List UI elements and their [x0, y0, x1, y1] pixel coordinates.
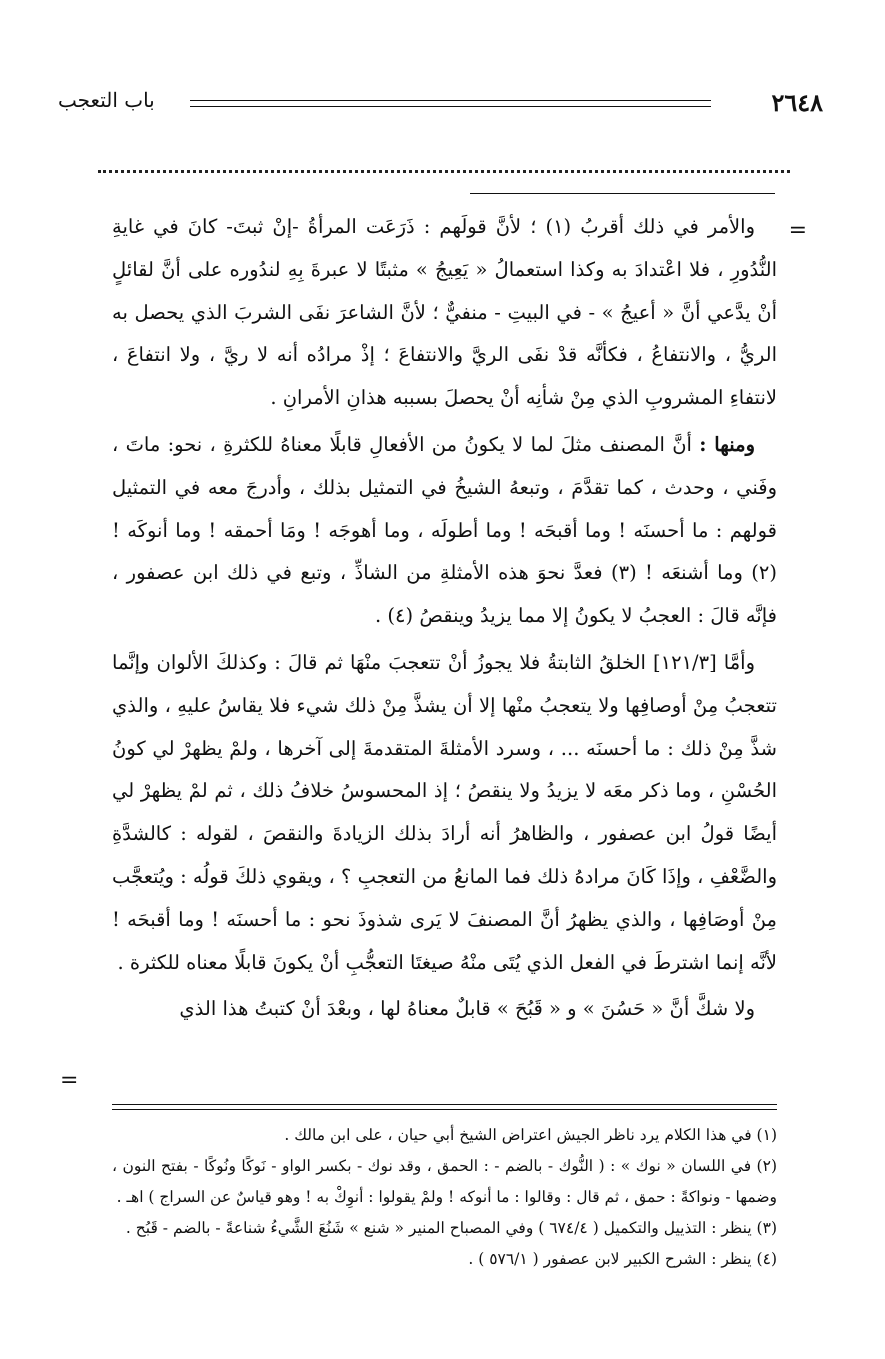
main-text — [112, 206, 777, 1035]
dotted-separator — [98, 170, 790, 173]
continuation-mark-start: = — [788, 218, 807, 243]
footnote-1: (١) في هذا الكلام يرد ناظر الجيش اعتراض الشيخ أبي حيان ، على ابن مالك . — [284, 1126, 777, 1144]
running-header — [58, 84, 823, 124]
paragraph-2-text: أنَّ المصنف مثلَ لما لا يكونُ من الأفعالِ قابلًا معناهُ للكثرةِ ، نحو: ماتَ ، وفَني ، وحدث ، كما تقدَّمَ ، وتبعهُ الشيخُ في التمثيل بذلك ، وأدرجَ معه في التمثيل قولهم : ما أحسنَه ! وما أقبحَه ! وما أطولَه ، وما أهوجَه ! ومَا أحمقه ! وما أنوكَه ! (٢) وما أشنعَه ! (٣) فعدَّ نحوَ هذه الأمثلةِ من الشاذِّ ، وتبع في ذلك ابن عصفور ، فإنَّه قالَ : العجبُ لا يكونُ إلا مما يزيدُ وينقصُ (٤) . — [112, 432, 777, 628]
footnote-2: (٢) في اللسان « نوك » : ( النُّوك - بالضم - : الحمق ، وقد نوك - بكسر الواو - نَوكًا ونُوكًا - بفتح النون ، وضمها - ونواكةً : حمق ، ثم قال : وقالوا : ما أنوكه ! ولمْ يقولوا : أنوِكْ به ! وهو قياسٌ عن السراج ) اهـ . — [112, 1157, 777, 1206]
top-short-rule — [470, 193, 775, 194]
footnote-3: (٣) ينظر : التذييل والتكميل ( ٦٧٤/٤ ) وفي المصباح المنير « شنع » شَنُعَ الشَّيءُ شناعةً - بالضم - قَبُح . — [125, 1219, 777, 1237]
paragraph-2 — [112, 424, 777, 638]
page-number: ٢٦٤٨ — [771, 88, 823, 117]
continuation-mark-end: = — [60, 1068, 79, 1093]
footnotes — [112, 1120, 777, 1275]
chapter-title: باب التعجب — [58, 88, 155, 112]
footnote-4: (٤) ينظر : الشرح الكبير لابن عصفور ( ٥٧٦/١ ) . — [468, 1250, 777, 1268]
footnote-rule — [112, 1104, 777, 1105]
paragraph-1: والأمر في ذلك أقربُ (١) ؛ لأنَّ قولَهم : ذَرَعَت المرأةُ -إنْ ثبتَ- كانَ في غايةِ النُّدُورِ ، فلا اعْتدادَ به وكذا استعمالُ « يَعِيجُ » مثبتًا لا عبرةَ بِهِ لندُوره على أنَّ لقائلٍ أنْ يدَّعي أنَّ « أعيجُ » - في البيتِ - منفيٌّ ؛ لأنَّ الشاعرَ نفَى الشربَ الذي يحصل به الريُّ ، والانتفاعُ ، فكأنَّه قدْ نفَى الريَّ والانتفاعَ ؛ إذْ مرادُه أنه لا ريَّ ، ولا انتفاعَ ، لانتفاءِ المشروبِ الذي مِنْ شأنِه أنْ يحصلَ بسببه هذانِ الأمرانِ . — [112, 215, 777, 410]
footnote-rule-inner — [112, 1109, 777, 1110]
paragraph-2-lead: ومنها : — [699, 432, 755, 456]
header-double-rule — [190, 100, 711, 107]
paragraph-4: ولا شكَّ أنَّ « حَسُنَ » و « قَبُحَ » قابلٌ معناهُ لها ، وبعْدَ أنْ كتبتُ هذا الذي — [179, 997, 755, 1021]
paragraph-3: وأمَّا [١٢١/٣] الخلقُ الثابتةُ فلا يجوزُ أنْ تتعجبَ منْهَا ثم قالَ : وكذلكَ الألوان وإنَّما تتعجبُ مِنْ أوصافِها ولا يتعجبُ منْها إلا أن يشذَّ مِنْ ذلك شيء فلا يقاسُ عليهِ ، والذي شذَّ مِنْ ذلك : ما أحسنَه ... ، وسرد الأمثلةَ المتقدمةَ إلى آخرها ، ولمْ يظهرْ لي كونُ الحُسْنِ ، وما ذكر معَه لا يزيدُ ولا ينقصُ ؛ إذ المحسوسُ خلافُ ذلك ، ثم لمْ يظهرْ لي أيضًا قولُ ابن عصفور ، والظاهرُ أنه أرادَ بذلك الزيادةَ والنقصَ ، لقوله : كالشدَّةِ والضَّعْفِ ، وإذَا كَانَ مرادهُ ذلك فما المانعُ من التعجبِ ؟ ، ويقوي ذلكَ قولُه : ويُتعجَّب مِنْ أوصَافِها ، والذي يظهرُ أنَّ المصنفَ لا يَرى شذوذَ نحو : ما أحسنَه ! وما أقبحَه ! لأنَّه إنما اشترطَ في الفعل الذي يُتَى منْهُ صيغتَا التعجُّبِ أنْ يكونَ قابلًا معناه للكثرة . — [112, 650, 777, 974]
